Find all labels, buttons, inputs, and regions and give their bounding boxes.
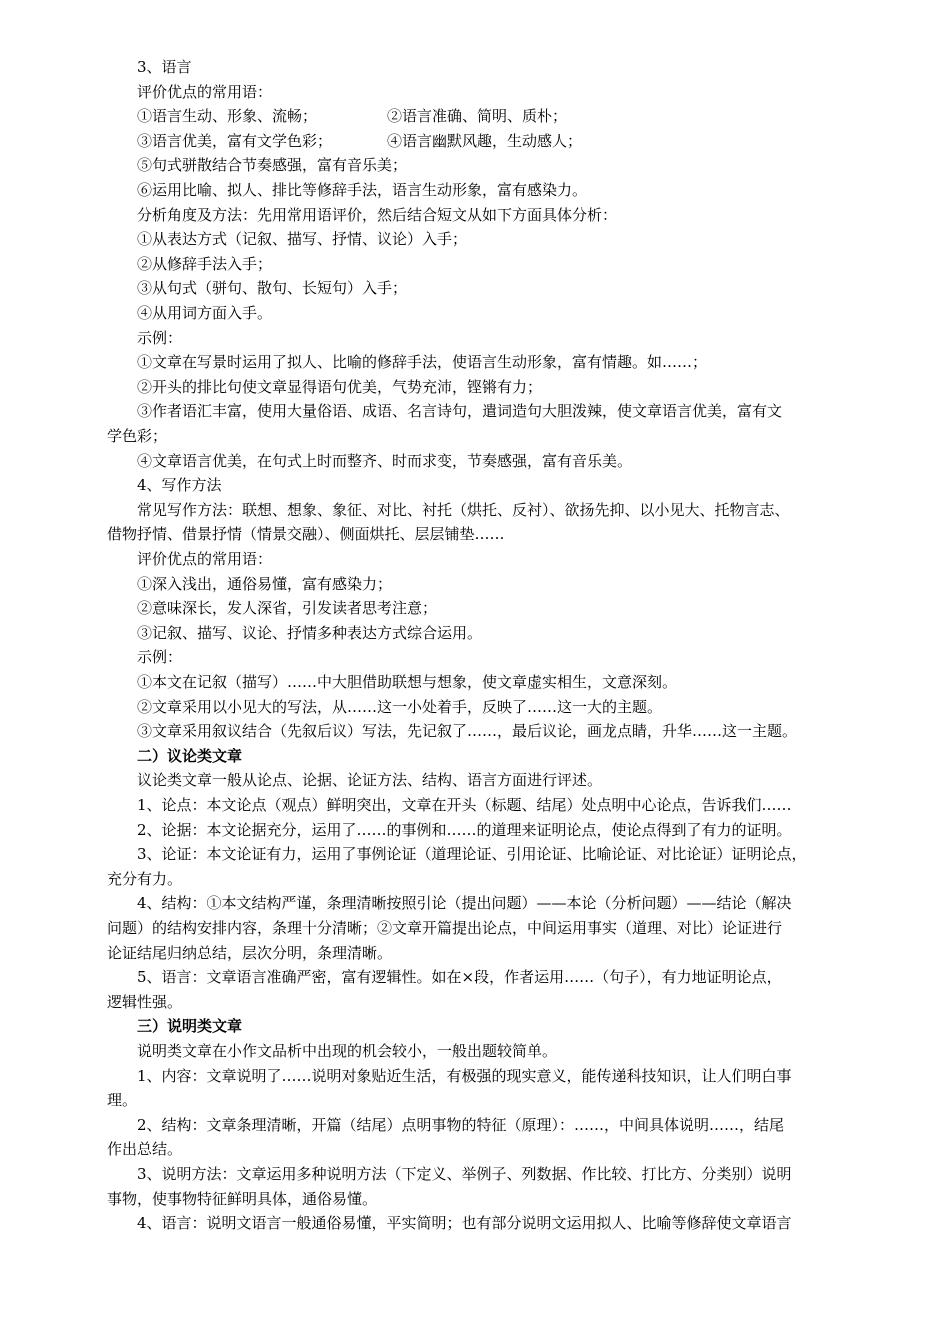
- text-line: 3、语言: [137, 58, 192, 76]
- text-line: ③作者语汇丰富，使用大量俗语、成语、名言诗句，遣词造句大胆泼辣，使文章语言优美，富有文: [137, 402, 783, 421]
- text-line: ②意味深长，发人深省，引发读者思考注意；: [137, 599, 438, 618]
- text-line: 说明类文章在小作文品析中出现的机会较小，一般出题较简单。: [137, 1042, 558, 1060]
- section-heading: 二）议论类文章: [137, 746, 243, 765]
- text-line: ③文章采用叙议结合（先叙后议）写法，先记叙了……，最后议论，画龙点睛，升华……这一主题。: [137, 722, 798, 741]
- text-line: 议论类文章一般从论点、论据、论证方法、结构、语言方面进行评述。: [137, 771, 603, 790]
- text-line: 1、内容：文章说明了……说明对象贴近生活，有极强的现实意义，能传递科技知识，让人们明白事: [137, 1066, 792, 1085]
- text-line: 4、语言：说明文语言一般通俗易懂，平实简明；也有部分说明文运用拟人、比喻等修辞使文章语言: [137, 1214, 792, 1233]
- text-line: 问题）的结构安排内容，条理十分清晰；②文章开篇提出论点，中间运用事实（道理、对比）论证进行: [107, 919, 783, 937]
- text-column: ④语言幽默风趣，生动感人；: [387, 131, 583, 150]
- text-line: ②开头的排比句使文章显得语句优美，气势充沛，铿锵有力；: [137, 377, 543, 396]
- text-line: 理。: [107, 1091, 138, 1110]
- section-heading: 三）说明类文章: [137, 1017, 243, 1036]
- text-line: ④文章语言优美，在句式上时而整齐、时而求变，节奏感强，富有音乐美。: [137, 451, 633, 470]
- text-line: ⑥运用比喻、拟人、排比等修辞手法，语言生动形象，富有感染力。: [137, 181, 588, 199]
- text-line: 2、结构：文章条理清晰，开篇（结尾）点明事物的特征（原理）：……，中间具体说明……，结尾: [137, 1115, 785, 1134]
- text-line: 3、论证：本文论证有力，运用了事例论证（道理论证、引用论证、比喻论证、对比论证）证明论点，: [137, 845, 807, 864]
- text-line: 借物抒情、借景抒情（情景交融）、侧面烘托、层层铺垫……: [107, 525, 505, 544]
- text-line: ④从用词方面入手。: [137, 304, 273, 322]
- text-line: [137, 104, 880, 129]
- text-line: 常见写作方法：联想、想象、象征、对比、衬托（烘托、反衬）、欲扬先抑、以小见大、托物言志、: [137, 500, 790, 519]
- text-line: ①文章在写景时运用了拟人、比喻的修辞手法，使语言生动形象，富有情趣。如……；: [137, 353, 708, 372]
- text-line: 分析角度及方法：先用常用语评价，然后结合短文从如下方面具体分析：: [137, 205, 618, 224]
- text-line: ①本文在记叙（描写）……中大胆借助联想与想象，使文章虚实相生，文意深刻。: [137, 673, 678, 691]
- text-column: ①语言生动、形象、流畅；: [137, 107, 318, 126]
- text-line: 事物，使事物特征鲜明具体，通俗易懂。: [107, 1189, 378, 1208]
- text-line: 学色彩；: [107, 427, 168, 445]
- text-line: ②文章采用以小见大的写法，从……这一小处着手，反映了……这一大的主题。: [137, 697, 663, 716]
- text-line: 示例：: [137, 328, 183, 347]
- text-line: ①深入浅出，通俗易懂，富有感染力；: [137, 574, 393, 593]
- text-line: 评价优点的常用语：: [137, 82, 273, 101]
- text-line: 2、论据：本文论据充分，运用了……的事例和……的道理来证明论点，使论点得到了有力的证明。: [137, 820, 792, 839]
- text-line: 4、写作方法: [137, 476, 222, 495]
- text-line: 论证结尾归纳总结，层次分明，条理清晰。: [107, 943, 393, 962]
- text-line: 评价优点的常用语：: [137, 550, 273, 568]
- text-line: ①从表达方式（记叙、描写、抒情、议论）入手；: [137, 230, 468, 249]
- text-line: 3、说明方法：文章运用多种说明方法（下定义、举例子、列数据、作比较、打比方、分类别）说明: [137, 1165, 792, 1183]
- text-column: ③语言优美，富有文学色彩；: [137, 131, 333, 150]
- text-line: 5、语言：文章语言准确严密，富有逻辑性。如在×段，作者运用……（句子），有力地证明论点，: [137, 968, 782, 987]
- text-line: 示例：: [137, 648, 183, 667]
- text-line: ⑤句式骈散结合节奏感强，富有音乐美；: [137, 156, 408, 175]
- text-line: 1、论点：本文论点（观点）鲜明突出，文章在开头（标题、结尾）处点明中心论点，告诉我们……: [137, 796, 792, 814]
- text-line: [137, 129, 880, 154]
- text-line: 4、结构：①本文结构严谨，条理清晰按照引论（提出问题）——本论（分析问题）——结论（解决: [137, 894, 792, 913]
- text-column: ②语言准确、简明、质朴；: [387, 107, 568, 126]
- text-line: 逻辑性强。: [107, 992, 183, 1011]
- text-line: 作出总结。: [107, 1140, 183, 1159]
- text-line: 充分有力。: [107, 869, 183, 888]
- text-line: ②从修辞手法入手；: [137, 254, 273, 273]
- text-line: ③从句式（骈句、散句、长短句）入手；: [137, 279, 408, 298]
- text-line: ③记叙、描写、议论、抒情多种表达方式综合运用。: [137, 623, 483, 642]
